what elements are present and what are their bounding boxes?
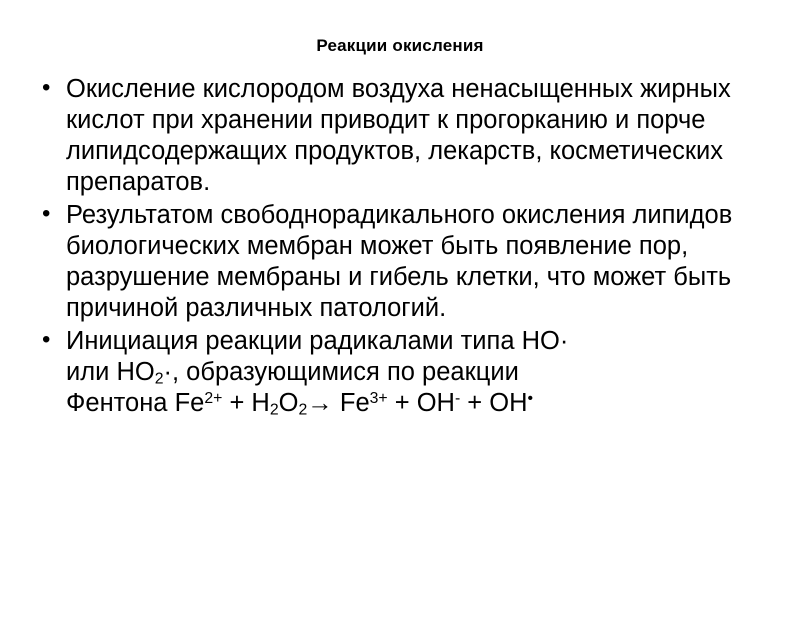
eq-arrow-fe: → Fe xyxy=(307,388,370,417)
fenton-label: Фентона Fe xyxy=(66,388,205,417)
fe2-charge: 2+ xyxy=(204,389,223,407)
initiation-ho2-subscript: 2 xyxy=(154,370,164,388)
fenton-equation xyxy=(66,389,533,417)
eq-o: O xyxy=(278,388,299,417)
oh-minus-charge: - xyxy=(454,389,461,407)
initiation-line-2-prefix: или НО xyxy=(66,357,155,386)
eq-plus-oh: + OH xyxy=(387,388,455,417)
initiation-line-2-suffix: ·, образующимися по реакции xyxy=(163,357,519,386)
fe3-charge: 3+ xyxy=(369,389,388,407)
bullet-text-oxidation-air: Окисление кислородом воздуха ненасыщенных жирных кислот при хранении приводит к прогорканию и порче липидсодержащих продуктов, лекарств, косметических препаратов. xyxy=(66,75,731,196)
list-item-oxidation-air xyxy=(40,74,772,198)
oh-radical-dot: • xyxy=(527,389,534,407)
initiation-line-1: Инициация реакции радикалами типа НО· xyxy=(66,326,569,355)
slide-canvas xyxy=(0,36,800,636)
bullet-list xyxy=(0,74,800,419)
eq-plus-h: + H xyxy=(222,388,270,417)
list-item-free-radical xyxy=(40,200,772,324)
list-item-initiation xyxy=(40,326,772,419)
h2-subscript: 2 xyxy=(269,401,279,419)
bullet-text-free-radical: Результатом свободнорадикального окисления липидов биологических мембран может быть появление пор, разрушение мембраны и гибель клетки, что может быть причиной различных патологий. xyxy=(66,200,733,322)
eq-plus-oh-radical: + OH xyxy=(460,388,528,417)
o2-subscript: 2 xyxy=(298,401,308,419)
page-title: Реакции окисления xyxy=(316,36,484,55)
